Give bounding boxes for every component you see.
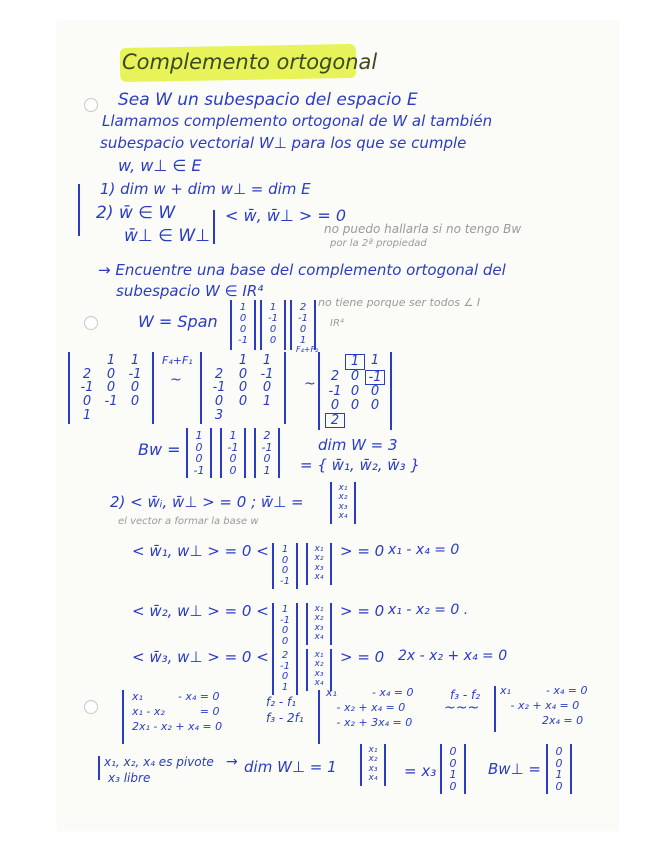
matrix-cell: -1 [268, 312, 278, 324]
matrix [440, 744, 466, 794]
matrix-cell: x₄ [314, 678, 324, 689]
matrix-cell: -1 [227, 440, 239, 454]
equation-lhs: < w̄₂, w⊥ > = 0 < [132, 602, 269, 620]
system-echelon [500, 684, 587, 729]
property: < w̄, w̄⊥ > = 0 [225, 206, 347, 225]
system-equation: x₁ - x₄ = 0 [500, 684, 588, 697]
row-operation: f₃ - f₂ [450, 688, 481, 702]
matrix-cell: x₂ [368, 754, 378, 765]
matrix-cell: 0 [269, 335, 277, 347]
matrix-cell: 0 [299, 323, 307, 335]
binder-hole [84, 316, 98, 330]
system-equation: x₁ - x₄ = 0 [132, 690, 220, 703]
system-equation: - x₂ + 3x₄ = 0 [326, 715, 413, 729]
pencil-note: IR⁴ [330, 318, 344, 329]
matrix-cell: 0 [281, 635, 289, 647]
system-step [326, 686, 413, 731]
def-line: w, w⊥ ∈ E [118, 156, 202, 175]
matrix-cell: 1 [345, 354, 365, 370]
matrix-cell: -1 [298, 312, 308, 324]
matrix-cell: -1 [193, 463, 205, 477]
binder-hole [84, 700, 98, 714]
equation-rhs: > = 0 [340, 542, 385, 560]
matrix-cell: 0 [195, 440, 203, 454]
matrix-cell: x₂ [314, 659, 324, 670]
property: 1) dim w + dim w⊥ = dim E [100, 180, 311, 198]
system-bar [494, 686, 496, 732]
basis-complement-label: Bw⊥ = [488, 760, 541, 778]
matrix-cell: x₄ [314, 572, 324, 583]
system-equation: f₂ - f₁ [266, 695, 297, 709]
matrix-cell: -1 [280, 660, 290, 672]
dim-complement: dim W⊥ = 1 [244, 758, 337, 776]
matrix-cell: x₄ [368, 773, 378, 784]
equivalence-icon: ~ [304, 376, 316, 392]
free-var-note: x₃ libre [108, 771, 151, 785]
matrix-cell: 2 [281, 650, 289, 661]
matrix-cell: 2 [330, 368, 340, 384]
matrix-cell: 0 [449, 745, 457, 758]
span-vectors [230, 300, 316, 350]
equation-result: x₁ - x₄ = 0 [388, 542, 460, 558]
matrix-cell: 0 [449, 779, 457, 793]
matrix-cell: -1 [212, 380, 226, 396]
page-title: Complemento ortogonal [122, 50, 378, 74]
matrix-cell: x₂ [338, 492, 348, 503]
matrix-cell: 0 [281, 554, 289, 566]
matrix [546, 744, 572, 794]
equation-result: x₁ - x₂ = 0 . [388, 602, 469, 618]
matrix [260, 300, 286, 350]
matrix [186, 428, 212, 478]
matrix-cell: 1 [299, 335, 307, 347]
matrix-cell: 0 [262, 380, 272, 396]
matrix [68, 352, 154, 424]
pivot-note: x₁, x₂, x₄ es pivote [104, 755, 214, 769]
matrix-cell: 2 [214, 366, 224, 382]
matrix-cell: 0 [350, 368, 360, 384]
system-equation: 2x₄ = 0 [500, 713, 584, 727]
basis-vectors [186, 428, 280, 478]
pencil-note: no tiene porque ser todos ∠ I [318, 296, 481, 309]
equation-result: 2x - x₂ + x₄ = 0 [398, 648, 508, 664]
basis-vector [440, 744, 466, 794]
system-operations [266, 694, 304, 726]
basis-span: = { w̄₁, w̄₂, w̄₃ } [300, 456, 420, 474]
matrix-cell: 1 [262, 393, 272, 409]
matrix-cell: 0 [229, 463, 237, 477]
matrix-cell: 1 [269, 301, 277, 313]
matrix-cell: 0 [269, 323, 277, 335]
exercise-line: → Encuentre una base del complemento ortogonal del [98, 261, 506, 279]
equation-lhs: < w̄₁, w⊥ > = 0 < [132, 542, 269, 560]
matrix-cell: x₂ [314, 553, 324, 564]
matrix-cell: -1 [80, 380, 94, 396]
pencil-note: por la 2ª propiedad [330, 238, 427, 249]
matrix [220, 428, 246, 478]
pencil-note: no puedo hallarla si no tengo Bw [324, 222, 522, 236]
basis-label: Bw = [138, 440, 181, 459]
matrix-cell: 0 [330, 397, 340, 413]
row-operation: F₄+F₂ [296, 345, 319, 354]
system-bar [318, 690, 320, 744]
matrix-cell: 0 [555, 779, 563, 793]
solution-vector [360, 744, 386, 786]
matrix-cell: -1 [238, 335, 248, 347]
matrix-cell: x₁ [314, 650, 324, 660]
step2-line: 2) < w̄ᵢ, w̄⊥ > = 0 ; w̄⊥ = [110, 493, 304, 511]
matrix-cell: x₃ [314, 622, 324, 633]
matrix [272, 543, 298, 589]
system-original [132, 690, 222, 735]
system-equation: x₁ - x₂ = 0 [132, 704, 220, 718]
matrix-cell: x₁ [314, 604, 324, 614]
equation-lhs: < w̄₃, w⊥ > = 0 < [132, 648, 269, 666]
matrix-cell: 0 [130, 393, 140, 409]
matrix-cell: 1 [195, 429, 203, 442]
binder-hole [84, 98, 98, 112]
conclusion-bar [98, 756, 100, 780]
system-bar [122, 690, 124, 744]
matrix-cell: 1 [239, 301, 247, 313]
matrix-cell: -1 [365, 370, 385, 386]
matrix-cell: x₁ [368, 745, 378, 755]
matrix-cell: x₄ [314, 632, 324, 643]
matrix-cell: x₃ [368, 763, 378, 774]
def-line: subespacio vectorial W⊥ para los que se cumple [100, 134, 467, 152]
matrix [318, 352, 392, 430]
matrix-cell: -1 [280, 614, 290, 626]
equation-rhs: > = 0 [340, 648, 385, 666]
pencil-note: el vector a formar la base w [118, 516, 259, 527]
matrix-cell: -1 [104, 393, 118, 409]
matrix-cell: 2 [325, 413, 345, 429]
matrix [272, 649, 298, 695]
matrix-cell: 0 [263, 452, 271, 466]
matrix-cell: 0 [281, 565, 289, 576]
matrix-cell: 0 [238, 380, 248, 396]
matrix-cell: 0 [449, 756, 457, 770]
matrix-cell: 1 [82, 407, 92, 423]
matrix-cell: 1 [281, 604, 289, 615]
matrix-cell: 1 [262, 353, 272, 368]
matrix-cell: 1 [238, 353, 248, 368]
matrix-cell: 0 [239, 312, 247, 324]
system-equation: f₃ - 2f₁ [266, 711, 304, 726]
matrix-cell: 0 [555, 756, 563, 770]
matrix-cell: 0 [350, 397, 360, 413]
exercise-line: subespacio W ∈ IR⁴ [116, 282, 264, 300]
matrix-cell: 1 [281, 544, 289, 555]
matrix-cell: -1 [260, 366, 274, 382]
system-equation: - x₂ + x₄ = 0 [326, 700, 406, 714]
matrix-step [200, 352, 286, 424]
matrix [290, 300, 316, 350]
matrix [200, 352, 286, 424]
matrix-echelon [318, 352, 392, 430]
matrix-cell: 3 [214, 407, 224, 423]
matrix-cell: 0 [82, 393, 92, 409]
row-operation: F₄+F₁ [162, 354, 193, 367]
equivalence-icon: ~~~ [444, 700, 480, 716]
matrix-cell: 2 [82, 366, 92, 382]
arrow-icon: → [226, 754, 238, 770]
matrix-cell: 0 [370, 384, 380, 400]
matrix-cell: 2 [299, 301, 307, 313]
system-equation: x₁ - x₄ = 0 [326, 686, 414, 699]
matrix-cell: 1 [555, 768, 563, 782]
matrix [360, 744, 386, 786]
property-divider [213, 210, 215, 244]
matrix-cell: 2 [263, 429, 271, 442]
matrix-cell: 1 [130, 353, 140, 368]
equation-rhs: > = 0 [340, 602, 385, 620]
matrix-cell: -1 [280, 575, 290, 587]
matrix-original [68, 352, 154, 424]
matrix-cell: 1 [229, 429, 237, 442]
matrix [306, 543, 332, 585]
system-equation: 2x₁ - x₂ + x₄ = 0 [132, 719, 223, 733]
matrix-cell: 0 [106, 380, 116, 396]
matrix-cell: 0 [239, 323, 247, 335]
equivalence-icon: ~ [170, 372, 182, 388]
basis-dim: dim W = 3 [318, 436, 398, 454]
property: w̄⊥ ∈ W⊥ [124, 226, 210, 246]
matrix-cell: 0 [195, 452, 203, 466]
matrix [254, 428, 280, 478]
matrix-cell: 0 [370, 397, 380, 413]
matrix-cell: 0 [238, 393, 248, 409]
matrix-cell: x₃ [314, 562, 324, 573]
matrix-cell: 1 [106, 353, 116, 368]
matrix-cell: 1 [263, 463, 271, 477]
matrix-cell: -1 [128, 366, 142, 382]
basis-complement-vector [546, 744, 572, 794]
def-line: Llamamos complemento ortogonal de W al también [102, 112, 493, 130]
matrix-cell: x₁ [314, 544, 324, 554]
solution-eq: = x₃ [404, 762, 437, 780]
matrix [230, 300, 256, 350]
matrix-cell: 0 [229, 452, 237, 466]
matrix-cell: x₁ [338, 483, 348, 493]
matrix-cell: x₃ [338, 501, 348, 512]
margin-bar [78, 184, 80, 236]
matrix-cell: 1 [370, 353, 380, 368]
matrix-cell: 0 [238, 366, 248, 382]
matrix-cell: 0 [281, 671, 289, 682]
unknown-vector [330, 482, 356, 524]
span-label: W = Span [138, 312, 218, 331]
matrix [306, 649, 332, 691]
matrix-cell: 0 [106, 366, 116, 382]
matrix-cell: 1 [449, 768, 457, 782]
def-line: Sea W un subespacio del espacio E [118, 90, 418, 110]
matrix [330, 482, 356, 524]
matrix-cell: -1 [328, 384, 342, 400]
matrix-cell: 0 [555, 745, 563, 758]
matrix-cell: 0 [214, 393, 224, 409]
matrix-cell: 1 [281, 681, 289, 693]
matrix-cell: 0 [350, 384, 360, 400]
matrix-cell: x₂ [314, 613, 324, 624]
matrix-cell: 0 [130, 380, 140, 396]
property: 2) w̄ ∈ W [96, 203, 176, 223]
matrix-cell: x₃ [314, 668, 324, 679]
matrix-cell: x₄ [338, 511, 348, 522]
system-equation: - x₂ + x₄ = 0 [500, 698, 580, 712]
matrix-cell: -1 [261, 440, 273, 454]
matrix-cell: 0 [281, 625, 289, 636]
